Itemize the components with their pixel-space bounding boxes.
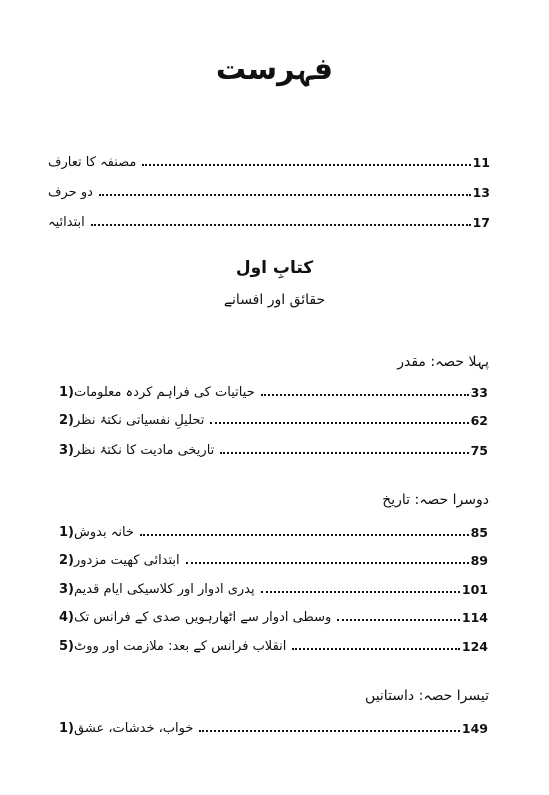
toc-entry-text: پدری ادوار اور کلاسیکی ایام قدیم [74,582,255,597]
toc-entry-text: ابتدائیہ [48,215,85,230]
section-heading: تیسرا حصہ: داستانیں [365,688,489,704]
toc-entry [48,716,488,736]
toc-entry-text: تحلیلِ نفسیاتی نکتۂ نظر [74,413,205,428]
toc-entry [48,408,488,428]
leader-dots [261,394,469,396]
toc-entry-number: 3) [59,582,74,597]
leader-dots [199,730,460,732]
section-heading: دوسرا حصہ: تاریخ [382,492,489,508]
toc-entry-page: 75 [470,443,488,458]
toc-entry-page: 89 [470,553,488,568]
toc-entry-text: مصنفہ کا تعارف [48,155,137,170]
toc-entry-number: 1) [59,721,74,736]
toc-entry-number: 2) [59,413,74,428]
toc-entry-number: 1) [59,525,74,540]
leader-dots [91,224,471,226]
leader-dots [140,534,469,536]
leader-dots [186,562,469,564]
toc-entry-text: حیاتیات کی فراہم کردہ معلومات [74,385,255,400]
toc-entry-number: 4) [59,610,74,625]
page-title: فہرست [215,52,334,87]
leader-dots [261,591,460,593]
toc-entry-text: انقلاب فرانس کے بعد: ملازمت اور ووٹ [74,639,287,654]
toc-entry-text: دو حرف [48,185,93,200]
book-subtitle: حقائق اور افسانے [223,292,326,308]
toc-entry-page: 85 [470,525,488,540]
leader-dots [220,452,468,454]
leader-dots [337,619,460,621]
leader-dots [292,648,460,650]
toc-entry-page: 101 [461,582,488,597]
toc-entry [48,605,488,625]
toc-entry [48,520,488,540]
toc-entry-text: خانہ بدوش [74,525,134,540]
toc-entry-page: 149 [461,721,488,736]
toc-entry-text: ابتدائی کھیت مزدور [74,553,180,568]
leader-dots [99,194,471,196]
toc-entry-page: 114 [461,610,488,625]
toc-entry-page: 124 [461,639,488,654]
toc-entry-page: 11 [472,155,490,170]
leader-dots [142,164,470,166]
toc-entry-text: خواب، خدشات، عشق [74,721,194,736]
toc-entry [48,438,488,458]
toc-entry-page: 17 [472,215,490,230]
toc-entry-text: تاریخی مادیت کا نکتۂ نظر [74,443,215,458]
toc-entry [48,548,488,568]
toc-entry [48,634,488,654]
toc-entry [48,210,490,230]
toc-entry [48,180,490,200]
toc-entry-number: 3) [59,443,74,458]
toc-entry-text: وسطی ادوار سے اٹھارہویں صدی کے فرانس تک [74,610,332,625]
toc-entry-page: 33 [470,385,488,400]
book-title: کتابِ اول [235,258,314,278]
toc-entry [48,150,490,170]
toc-entry [48,577,488,597]
toc-entry-number: 1) [59,385,74,400]
toc-entry [48,380,488,400]
toc-entry-page: 62 [470,413,488,428]
leader-dots [210,422,468,424]
toc-entry-page: 13 [472,185,490,200]
section-heading: پہلا حصہ: مقدر [397,354,489,370]
toc-entry-number: 5) [59,639,74,654]
toc-entry-number: 2) [59,553,74,568]
